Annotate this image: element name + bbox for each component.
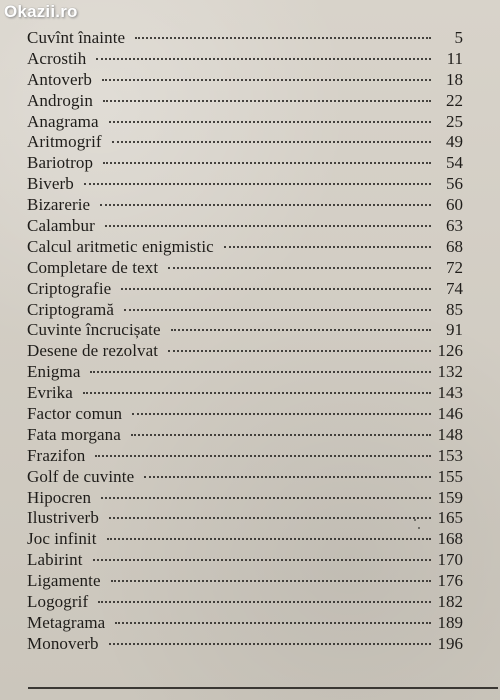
toc-entry-title: Frazifon [27,445,86,465]
toc-entry-page-number: 170 [437,550,463,570]
toc-dot-leader [100,204,431,206]
bottom-rule [28,687,498,689]
toc-entry [27,404,463,425]
toc-entry-title: Fata morgana [27,424,121,444]
toc-dot-leader [103,162,431,164]
toc-entry-page-number: 165 [437,508,463,528]
toc-dot-leader [131,434,431,436]
toc-entry [27,195,463,216]
toc-dot-leader [107,538,431,540]
toc-entry [27,216,463,237]
toc-entry-title: Calambur [27,216,95,236]
toc-entry-title: Bizarerie [27,195,91,215]
toc-entry-title: Evrika [27,383,73,403]
toc-entry-page-number: 63 [446,216,463,236]
toc-entry [27,174,463,195]
toc-dot-leader [83,392,431,394]
toc-entry-page-number: 159 [437,487,463,507]
toc-dot-leader [109,121,431,123]
toc-entry [27,592,463,613]
toc-entry [27,508,463,529]
toc-entry-page-number: 54 [446,153,463,173]
toc-entry-title: Acrostih [27,48,87,68]
toc-entry [27,132,463,153]
toc-entry [27,300,463,321]
toc-dot-leader [171,329,431,331]
toc-dot-leader [90,371,431,373]
toc-entry-title: Anagrama [27,111,99,131]
toc-entry-page-number: 18 [446,69,463,89]
toc-entry [27,529,463,550]
toc-entry-title: Hipocren [27,487,92,507]
toc-entry-page-number: 189 [437,612,463,632]
toc-dot-leader [144,476,431,478]
toc-entry-page-number: 148 [437,424,463,444]
toc-entry-page-number: 143 [437,383,463,403]
toc-dot-leader [224,246,431,248]
toc-entry-title: Golf de cuvinte [27,466,135,486]
toc-entry [27,112,463,133]
toc-entry-title: Aritmogrif [27,132,102,152]
toc-entry [27,70,463,91]
toc-entry [27,362,463,383]
toc-entry [27,258,463,279]
toc-entry-page-number: 196 [437,633,463,653]
toc-entry [27,320,463,341]
toc-entry [27,571,463,592]
toc-entry-page-number: 11 [446,48,463,68]
toc-entry-title: Ligamente [27,571,101,591]
toc-entry-page-number: 72 [446,257,463,277]
toc-dot-leader [121,288,431,290]
watermark-logo: Okazii.ro [4,2,78,21]
toc-entry [27,237,463,258]
toc-entry-page-number: 68 [446,236,463,256]
toc-entry [27,467,463,488]
toc-entry-page-number: 182 [437,592,463,612]
toc-entry-page-number: 74 [446,278,463,298]
toc-entry-title: Logogrif [27,592,89,612]
toc-entry-page-number: 25 [446,111,463,131]
toc-dot-leader [93,559,431,561]
toc-entry-title: Antoverb [27,69,93,89]
toc-entry [27,49,463,70]
toc-entry-page-number: 155 [437,466,463,486]
toc-entry-title: Criptografie [27,278,112,298]
toc-entry [27,91,463,112]
toc-entry-title: Cuvinte încrucișate [27,320,161,340]
toc-entry [27,383,463,404]
toc-entry [27,613,463,634]
toc-entry-page-number: 5 [454,28,463,47]
toc-entry-page-number: 56 [446,174,463,194]
toc-dot-leader [124,309,431,311]
toc-dot-leader [109,643,431,645]
toc-entry [27,153,463,174]
toc-entry-page-number: 132 [437,362,463,382]
toc-entry-title: Metagrama [27,612,106,632]
toc-dot-leader [135,37,431,39]
toc-entry-page-number: 168 [437,529,463,549]
toc-entry [27,488,463,509]
toc-entry [27,550,463,571]
toc-dot-leader [168,267,431,269]
toc-entry-title: Criptogramă [27,299,115,319]
toc-entry-page-number: 126 [437,341,463,361]
toc-entry-page-number: 85 [446,299,463,319]
toc-entry-page-number: 146 [437,404,463,424]
toc-entry [27,425,463,446]
toc-dot-leader [132,413,431,415]
toc-dot-leader [109,517,431,519]
toc-dot-leader [96,58,431,60]
toc-entry-title: Labirint [27,550,83,570]
table-of-contents [27,28,463,655]
toc-dot-leader [168,350,431,352]
toc-entry [27,634,463,655]
toc-entry-title: Calcul aritmetic enigmistic [27,236,214,256]
toc-entry-page-number: 91 [446,320,463,340]
toc-entry [27,446,463,467]
toc-entry [27,279,463,300]
toc-entry-page-number: 153 [437,445,463,465]
toc-dot-leader [84,183,431,185]
toc-dot-leader [102,79,431,81]
toc-entry [27,341,463,362]
toc-dot-leader [115,622,431,624]
toc-entry-page-number: 176 [437,571,463,591]
toc-entry-title: Androgin [27,90,93,110]
toc-entry-page-number: 60 [446,195,463,215]
toc-dot-leader [101,497,431,499]
toc-entry-title: Biverb [27,174,74,194]
toc-entry-title: Desene de rezolvat [27,341,159,361]
toc-dot-leader [105,225,431,227]
toc-entry-page-number: 22 [446,90,463,110]
toc-entry-title: Completare de text [27,257,159,277]
toc-entry-title: Ilustriverb [27,508,99,528]
toc-dot-leader [103,100,431,102]
toc-entry-title: Enigma [27,362,81,382]
toc-entry-title: Joc infinit [27,529,97,549]
toc-entry-title: Factor comun [27,404,123,424]
toc-dot-leader [112,141,431,143]
toc-dot-leader [111,580,431,582]
toc-entry-title: Cuvînt înainte [27,28,126,47]
toc-dot-leader [98,601,431,603]
toc-entry-title: Bariotrop [27,153,94,173]
toc-entry-title: Monoverb [27,633,99,653]
toc-entry [27,28,463,49]
toc-dot-leader [95,455,431,457]
toc-entry-page-number: 49 [446,132,463,152]
